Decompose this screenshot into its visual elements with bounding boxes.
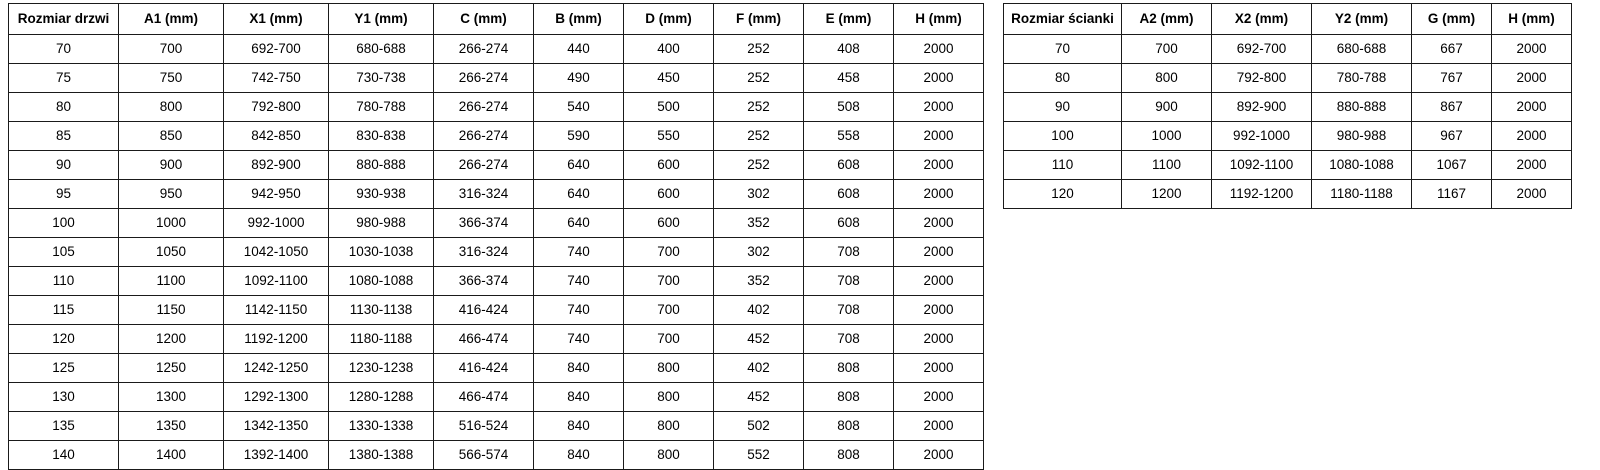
door-table-cell: 458 [804,64,894,93]
door-table-column-header: A1 (mm) [119,4,224,35]
table-row [1004,180,1572,209]
wall-table-cell: 1192-1200 [1212,180,1312,209]
table-row [9,93,984,122]
door-table-cell: 266-274 [434,122,534,151]
door-table-cell: 366-374 [434,209,534,238]
door-table-cell: 1242-1250 [224,354,329,383]
wall-table-cell: 1067 [1412,151,1492,180]
door-table-column-header: Y1 (mm) [329,4,434,35]
door-table-cell: 402 [714,296,804,325]
door-table-cell: 740 [534,296,624,325]
door-table-cell: 708 [804,325,894,354]
wall-table-column-header: A2 (mm) [1122,4,1212,35]
door-table-cell: 1230-1238 [329,354,434,383]
door-table-cell: 302 [714,238,804,267]
door-table-cell: 2000 [894,238,984,267]
door-table-cell: 85 [9,122,119,151]
wall-table-column-header: Y2 (mm) [1312,4,1412,35]
door-table-header-row [9,4,984,35]
door-table-cell: 252 [714,122,804,151]
door-table-cell: 1392-1400 [224,441,329,470]
door-table-cell: 840 [534,412,624,441]
door-table-cell: 1342-1350 [224,412,329,441]
door-table-cell: 608 [804,151,894,180]
door-table-cell: 900 [119,151,224,180]
door-table-cell: 266-274 [434,35,534,64]
door-table-cell: 800 [624,412,714,441]
door-table-cell: 800 [624,354,714,383]
door-table-cell: 266-274 [434,64,534,93]
door-table-cell: 2000 [894,383,984,412]
table-row [9,122,984,151]
door-table-column-header: X1 (mm) [224,4,329,35]
door-table-cell: 408 [804,35,894,64]
wall-table-body [1004,35,1572,209]
door-table-cell: 400 [624,35,714,64]
door-table-cell: 1100 [119,267,224,296]
table-row [9,383,984,412]
door-table-cell: 730-738 [329,64,434,93]
wall-table-cell: 110 [1004,151,1122,180]
table-row [9,296,984,325]
door-table-cell: 700 [624,238,714,267]
door-table-cell: 700 [624,325,714,354]
door-table-cell: 700 [624,267,714,296]
door-table-cell: 80 [9,93,119,122]
wall-table-cell: 892-900 [1212,93,1312,122]
door-table-cell: 316-324 [434,238,534,267]
door-table-cell: 95 [9,180,119,209]
door-table-cell: 140 [9,441,119,470]
table-row [9,441,984,470]
door-table-cell: 700 [119,35,224,64]
door-table-cell: 266-274 [434,93,534,122]
door-table-cell: 708 [804,267,894,296]
door-table-cell: 692-700 [224,35,329,64]
door-table-cell: 1042-1050 [224,238,329,267]
door-table-cell: 800 [119,93,224,122]
table-row [1004,93,1572,122]
door-table-cell: 608 [804,209,894,238]
door-table-cell: 1142-1150 [224,296,329,325]
door-table-cell: 640 [534,209,624,238]
door-table-cell: 558 [804,122,894,151]
door-table-cell: 252 [714,35,804,64]
wall-table-column-header: Rozmiar ścianki [1004,4,1122,35]
door-table-cell: 2000 [894,122,984,151]
wall-table-cell: 900 [1122,93,1212,122]
door-table-cell: 640 [534,180,624,209]
wall-table-cell: 992-1000 [1212,122,1312,151]
door-table-cell: 840 [534,354,624,383]
door-table-cell: 1180-1188 [329,325,434,354]
door-table-cell: 1000 [119,209,224,238]
wall-table-column-header: G (mm) [1412,4,1492,35]
door-table-cell: 450 [624,64,714,93]
door-table-cell: 590 [534,122,624,151]
door-table-cell: 2000 [894,180,984,209]
door-table-cell: 2000 [894,151,984,180]
door-table-cell: 540 [534,93,624,122]
door-table-cell: 780-788 [329,93,434,122]
wall-table-cell: 780-788 [1312,64,1412,93]
door-table-cell: 75 [9,64,119,93]
door-table-cell: 640 [534,151,624,180]
door-table-cell: 800 [624,441,714,470]
door-table-cell: 252 [714,93,804,122]
door-table-cell: 850 [119,122,224,151]
door-table-cell: 1300 [119,383,224,412]
wall-table-cell: 692-700 [1212,35,1312,64]
wall-table-cell: 2000 [1492,151,1572,180]
wall-table-cell: 90 [1004,93,1122,122]
wall-table-cell: 967 [1412,122,1492,151]
door-table-cell: 466-474 [434,325,534,354]
table-row [9,238,984,267]
door-table-cell: 1250 [119,354,224,383]
wall-table-column-header: H (mm) [1492,4,1572,35]
door-table-cell: 600 [624,209,714,238]
door-size-table [8,3,984,470]
table-row [9,325,984,354]
door-table-cell: 792-800 [224,93,329,122]
door-table-cell: 1380-1388 [329,441,434,470]
door-table-cell: 2000 [894,412,984,441]
wall-table-cell: 867 [1412,93,1492,122]
table-row [9,151,984,180]
wall-table-cell: 100 [1004,122,1122,151]
door-table-cell: 800 [624,383,714,412]
door-table-cell: 90 [9,151,119,180]
door-table-cell: 600 [624,180,714,209]
door-table-cell: 840 [534,383,624,412]
door-table-cell: 352 [714,209,804,238]
wall-table-cell: 2000 [1492,122,1572,151]
door-table-cell: 992-1000 [224,209,329,238]
door-table-cell: 120 [9,325,119,354]
wall-table-cell: 2000 [1492,64,1572,93]
door-table-cell: 608 [804,180,894,209]
wall-table-head [1004,4,1572,35]
table-row [9,412,984,441]
wall-table-column-header: X2 (mm) [1212,4,1312,35]
wall-size-table [1003,3,1572,209]
table-row [1004,35,1572,64]
door-table-cell: 2000 [894,267,984,296]
door-table-column-header: D (mm) [624,4,714,35]
wall-table-cell: 1000 [1122,122,1212,151]
door-table-cell: 1050 [119,238,224,267]
door-table-cell: 708 [804,296,894,325]
door-table-cell: 2000 [894,296,984,325]
wall-table-cell: 2000 [1492,180,1572,209]
door-table-cell: 1150 [119,296,224,325]
door-table-cell: 950 [119,180,224,209]
door-table-cell: 1192-1200 [224,325,329,354]
table-row [9,354,984,383]
door-table-cell: 550 [624,122,714,151]
door-table-head [9,4,984,35]
door-table-cell: 808 [804,383,894,412]
door-table-cell: 302 [714,180,804,209]
door-table-column-header: E (mm) [804,4,894,35]
door-table-cell: 125 [9,354,119,383]
door-table-cell: 135 [9,412,119,441]
door-table-cell: 842-850 [224,122,329,151]
door-table-cell: 1400 [119,441,224,470]
door-table-cell: 1080-1088 [329,267,434,296]
door-table-cell: 416-424 [434,354,534,383]
door-table-cell: 1092-1100 [224,267,329,296]
door-table-cell: 980-988 [329,209,434,238]
wall-table-header-row [1004,4,1572,35]
wall-table-cell: 120 [1004,180,1122,209]
door-table-body [9,35,984,470]
door-table-cell: 552 [714,441,804,470]
door-table-cell: 840 [534,441,624,470]
wall-table-cell: 1092-1100 [1212,151,1312,180]
door-table-cell: 416-424 [434,296,534,325]
door-table-cell: 740 [534,325,624,354]
door-table-cell: 490 [534,64,624,93]
door-table-cell: 440 [534,35,624,64]
door-table-cell: 466-474 [434,383,534,412]
door-table-cell: 892-900 [224,151,329,180]
door-table-cell: 516-524 [434,412,534,441]
door-table-cell: 252 [714,151,804,180]
door-table-cell: 808 [804,354,894,383]
door-table-cell: 566-574 [434,441,534,470]
door-table-column-header: B (mm) [534,4,624,35]
table-row [9,35,984,64]
door-table-cell: 502 [714,412,804,441]
door-table-cell: 2000 [894,325,984,354]
door-table-cell: 830-838 [329,122,434,151]
table-row [9,64,984,93]
door-table-cell: 2000 [894,64,984,93]
door-table-cell: 740 [534,238,624,267]
wall-table-cell: 80 [1004,64,1122,93]
table-row [1004,122,1572,151]
door-table-cell: 742-750 [224,64,329,93]
wall-table-cell: 1180-1188 [1312,180,1412,209]
door-table-cell: 452 [714,383,804,412]
wall-table-cell: 680-688 [1312,35,1412,64]
door-table-cell: 100 [9,209,119,238]
door-table-cell: 508 [804,93,894,122]
door-table-cell: 366-374 [434,267,534,296]
door-table-cell: 930-938 [329,180,434,209]
door-table-cell: 252 [714,64,804,93]
table-row [1004,151,1572,180]
door-table-cell: 1292-1300 [224,383,329,412]
wall-table-cell: 70 [1004,35,1122,64]
table-row [9,267,984,296]
door-table-cell: 740 [534,267,624,296]
wall-table-cell: 1100 [1122,151,1212,180]
table-row [1004,64,1572,93]
door-table-cell: 110 [9,267,119,296]
door-table-cell: 680-688 [329,35,434,64]
wall-table-cell: 792-800 [1212,64,1312,93]
door-table-cell: 115 [9,296,119,325]
door-table-cell: 2000 [894,35,984,64]
door-table-cell: 500 [624,93,714,122]
door-table-cell: 1280-1288 [329,383,434,412]
door-table-cell: 352 [714,267,804,296]
wall-table-cell: 2000 [1492,93,1572,122]
door-table-cell: 70 [9,35,119,64]
door-table-cell: 2000 [894,354,984,383]
door-table-cell: 316-324 [434,180,534,209]
door-table-cell: 750 [119,64,224,93]
wall-table-cell: 980-988 [1312,122,1412,151]
wall-table-cell: 1080-1088 [1312,151,1412,180]
door-table-cell: 266-274 [434,151,534,180]
wall-table-cell: 880-888 [1312,93,1412,122]
door-table-cell: 942-950 [224,180,329,209]
door-table-column-header: F (mm) [714,4,804,35]
table-row [9,209,984,238]
door-table-cell: 708 [804,238,894,267]
door-table-cell: 1130-1138 [329,296,434,325]
door-table-cell: 105 [9,238,119,267]
wall-table-cell: 700 [1122,35,1212,64]
door-table-cell: 880-888 [329,151,434,180]
wall-table-cell: 767 [1412,64,1492,93]
door-table-cell: 700 [624,296,714,325]
door-table-column-header: H (mm) [894,4,984,35]
door-table-cell: 452 [714,325,804,354]
door-table-column-header: Rozmiar drzwi [9,4,119,35]
table-row [9,180,984,209]
wall-table-cell: 1200 [1122,180,1212,209]
door-table-column-header: C (mm) [434,4,534,35]
door-table-cell: 402 [714,354,804,383]
door-table-cell: 1350 [119,412,224,441]
door-table-cell: 2000 [894,441,984,470]
door-table-cell: 1330-1338 [329,412,434,441]
wall-table-cell: 1167 [1412,180,1492,209]
door-table-cell: 808 [804,412,894,441]
door-table-cell: 1200 [119,325,224,354]
door-table-cell: 2000 [894,93,984,122]
door-table-cell: 1030-1038 [329,238,434,267]
wall-table-cell: 2000 [1492,35,1572,64]
wall-table-cell: 667 [1412,35,1492,64]
door-table-cell: 600 [624,151,714,180]
door-table-cell: 2000 [894,209,984,238]
door-table-cell: 130 [9,383,119,412]
door-table-cell: 808 [804,441,894,470]
wall-table-cell: 800 [1122,64,1212,93]
